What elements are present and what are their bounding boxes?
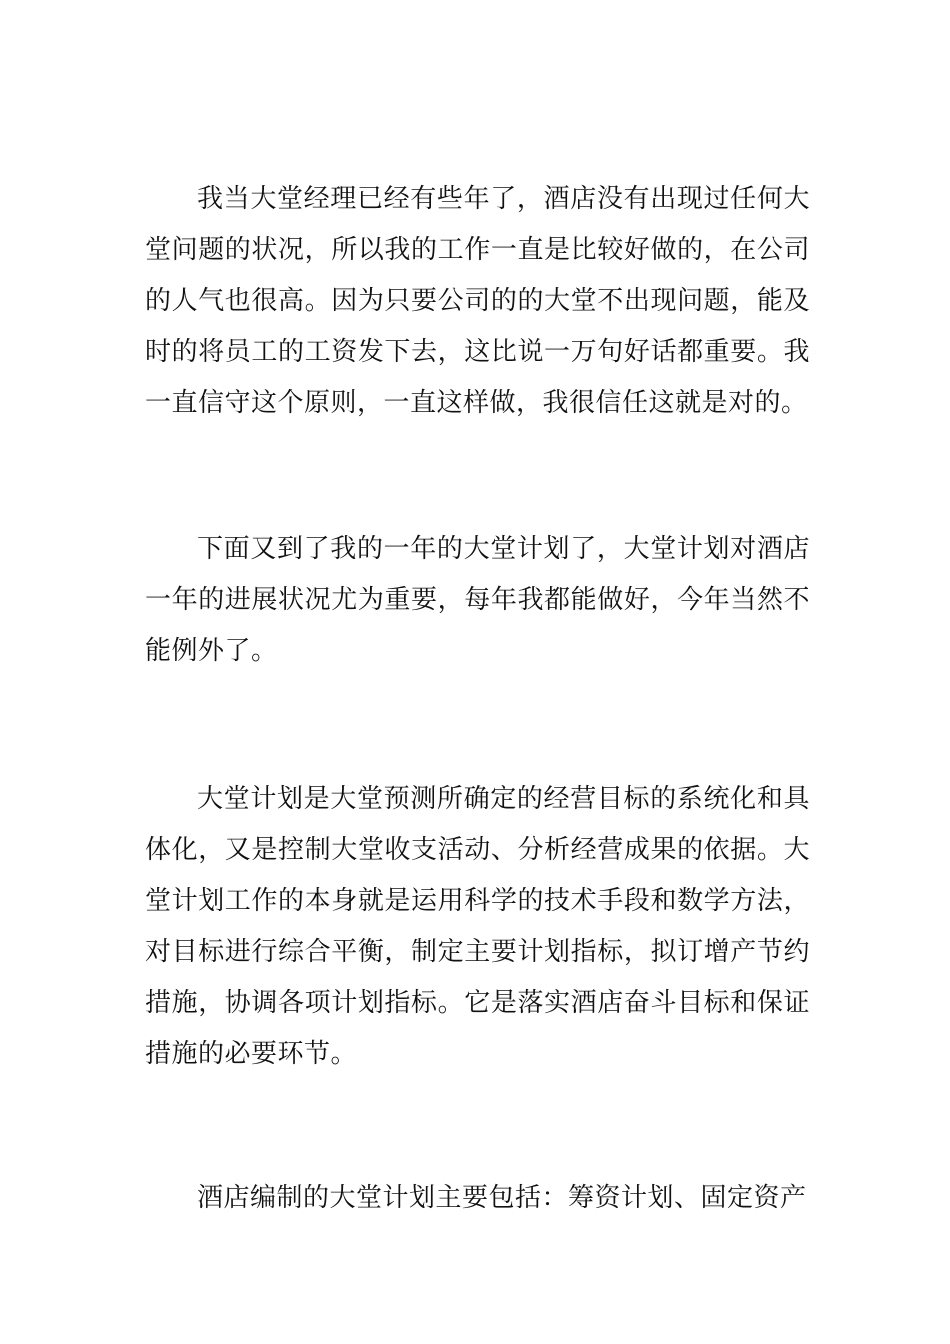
paragraph-1: 我当大堂经理已经有些年了，酒店没有出现过任何大堂问题的状况，所以我的工作一直是比较好做的，在公司的人气也很高。因为只要公司的的大堂不出现问题，能及时的将员工的工资发下去，这比说一万句好话都重要。我一直信守这个原则，一直这样做，我很信任这就是对的。 (145, 184, 810, 418)
paragraph-3: 大堂计划是大堂预测所确定的经营目标的系统化和具体化，又是控制大堂收支活动、分析经营成果的依据。大堂计划工作的本身就是运用科学的技术手段和数学方法，对目标进行综合平衡，制定主要计划指标，拟订增产节约措施，协调各项计划指标。它是落实酒店奋斗目标和保证措施的必要环节。 (145, 784, 810, 1069)
paragraph-4: 酒店编制的大堂计划主要包括：筹资计划、固定资产 (197, 1183, 807, 1213)
paragraph-2: 下面又到了我的一年的大堂计划了，大堂计划对酒店一年的进展状况尤为重要，每年我都能做好，今年当然不能例外了。 (145, 534, 810, 666)
